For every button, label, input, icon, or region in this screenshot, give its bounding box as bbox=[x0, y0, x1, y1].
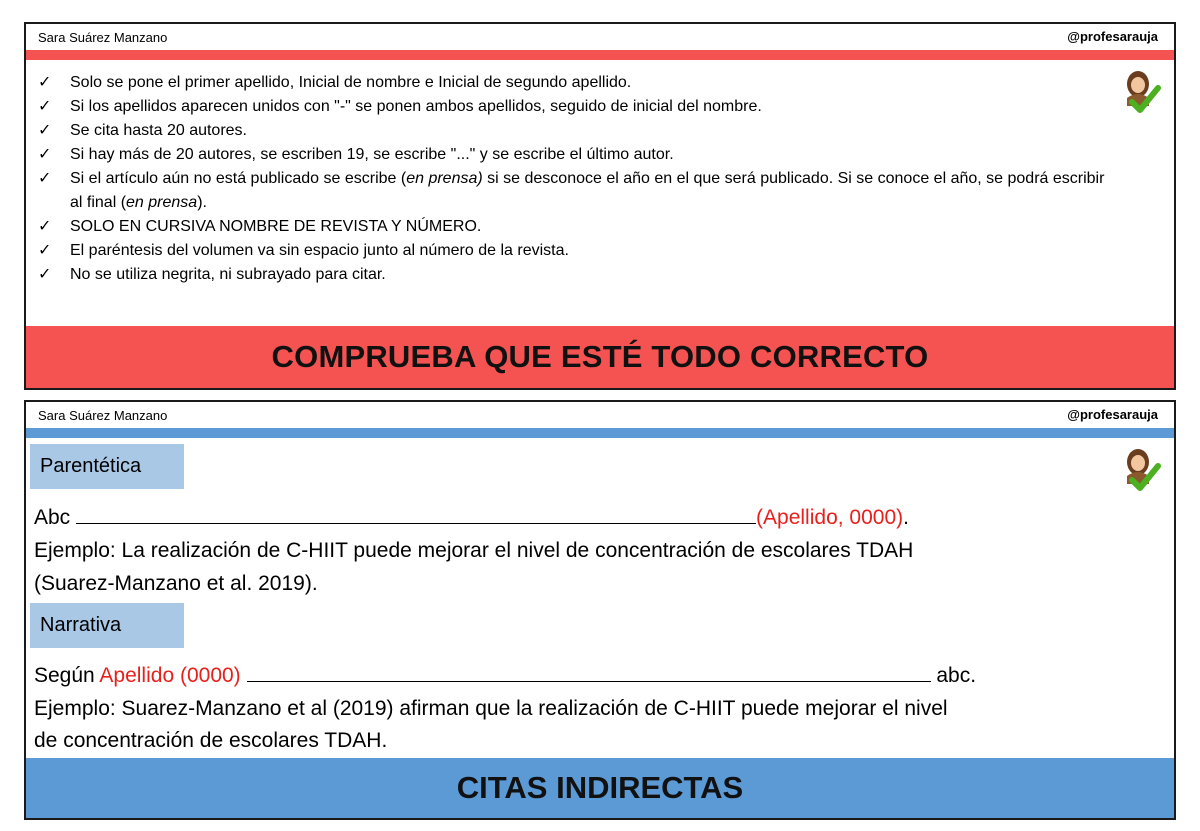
checklist-item: ✓ Solo se pone el primer apellido, Inicial de nombre e Inicial de segundo apellido. bbox=[38, 71, 1118, 95]
narrativa-example-line-1: Ejemplo: Suarez-Manzano et al (2019) afirman que la realización de C-HIIT puede mejorar el nivel bbox=[34, 697, 948, 720]
check-icon: ✓ bbox=[38, 74, 52, 91]
parentetica-example-line-1: Ejemplo: La realización de C-HIIT puede mejorar el nivel de concentración de escolares TDAH bbox=[34, 539, 914, 562]
slide-header bbox=[26, 402, 1174, 428]
avatar-check-icon bbox=[1118, 68, 1164, 114]
section-label-parentetica: Parentética bbox=[30, 444, 184, 489]
narrativa-template: Según Apellido (0000) abc. bbox=[34, 664, 977, 687]
citation-format: (Apellido, 0000) bbox=[756, 506, 904, 529]
social-handle: @profesarauja bbox=[1067, 407, 1158, 422]
slide-checklist bbox=[24, 22, 1176, 390]
social-handle: @profesarauja bbox=[1067, 29, 1158, 44]
parentetica-example-line-2: (Suarez-Manzano et al. 2019). bbox=[34, 572, 318, 595]
check-icon: ✓ bbox=[38, 242, 52, 259]
slide-title-banner: CITAS INDIRECTAS bbox=[26, 758, 1174, 818]
slide-citas-indirectas bbox=[24, 400, 1176, 820]
check-icon: ✓ bbox=[38, 146, 52, 163]
citation-format: Apellido (0000) bbox=[99, 664, 241, 687]
check-icon: ✓ bbox=[38, 170, 52, 187]
slide-title-banner: COMPRUEBA QUE ESTÉ TODO CORRECTO bbox=[26, 326, 1174, 388]
check-icon: ✓ bbox=[38, 218, 52, 235]
checklist-item: ✓ Si el artículo aún no está publicado se escribe (en prensa) si se desconoce el año en el que será publicado. Si se conoce el año, se podrá escribir al final (en prensa). bbox=[38, 167, 1118, 215]
narrativa-example-line-2: de concentración de escolares TDAH. bbox=[34, 729, 388, 752]
author-name: Sara Suárez Manzano bbox=[38, 30, 168, 45]
checklist bbox=[38, 71, 1118, 287]
accent-bar bbox=[26, 428, 1174, 438]
section-label-narrativa: Narrativa bbox=[30, 603, 184, 648]
check-icon: ✓ bbox=[38, 98, 52, 115]
accent-bar bbox=[26, 50, 1174, 60]
checklist-item: ✓ SOLO EN CURSIVA NOMBRE DE REVISTA Y NÚMERO. bbox=[38, 215, 1118, 239]
checklist-item: ✓ El paréntesis del volumen va sin espacio junto al número de la revista. bbox=[38, 239, 1118, 263]
author-name: Sara Suárez Manzano bbox=[38, 408, 168, 423]
blank-line bbox=[247, 665, 931, 682]
checklist-item: ✓ Si hay más de 20 autores, se escriben 19, se escribe "..." y se escribe el último autor. bbox=[38, 143, 1118, 167]
check-icon: ✓ bbox=[38, 266, 52, 283]
checklist-item: ✓ Se cita hasta 20 autores. bbox=[38, 119, 1118, 143]
parentetica-template: Abc (Apellido, 0000). bbox=[34, 506, 909, 529]
checklist-item: ✓ No se utiliza negrita, ni subrayado para citar. bbox=[38, 263, 1118, 287]
check-icon: ✓ bbox=[38, 122, 52, 139]
slide-header bbox=[26, 24, 1174, 50]
avatar-check-icon bbox=[1118, 446, 1164, 492]
blank-line bbox=[76, 507, 756, 524]
checklist-item: ✓ Si los apellidos aparecen unidos con "-" se ponen ambos apellidos, seguido de inicial del nombre. bbox=[38, 95, 1118, 119]
